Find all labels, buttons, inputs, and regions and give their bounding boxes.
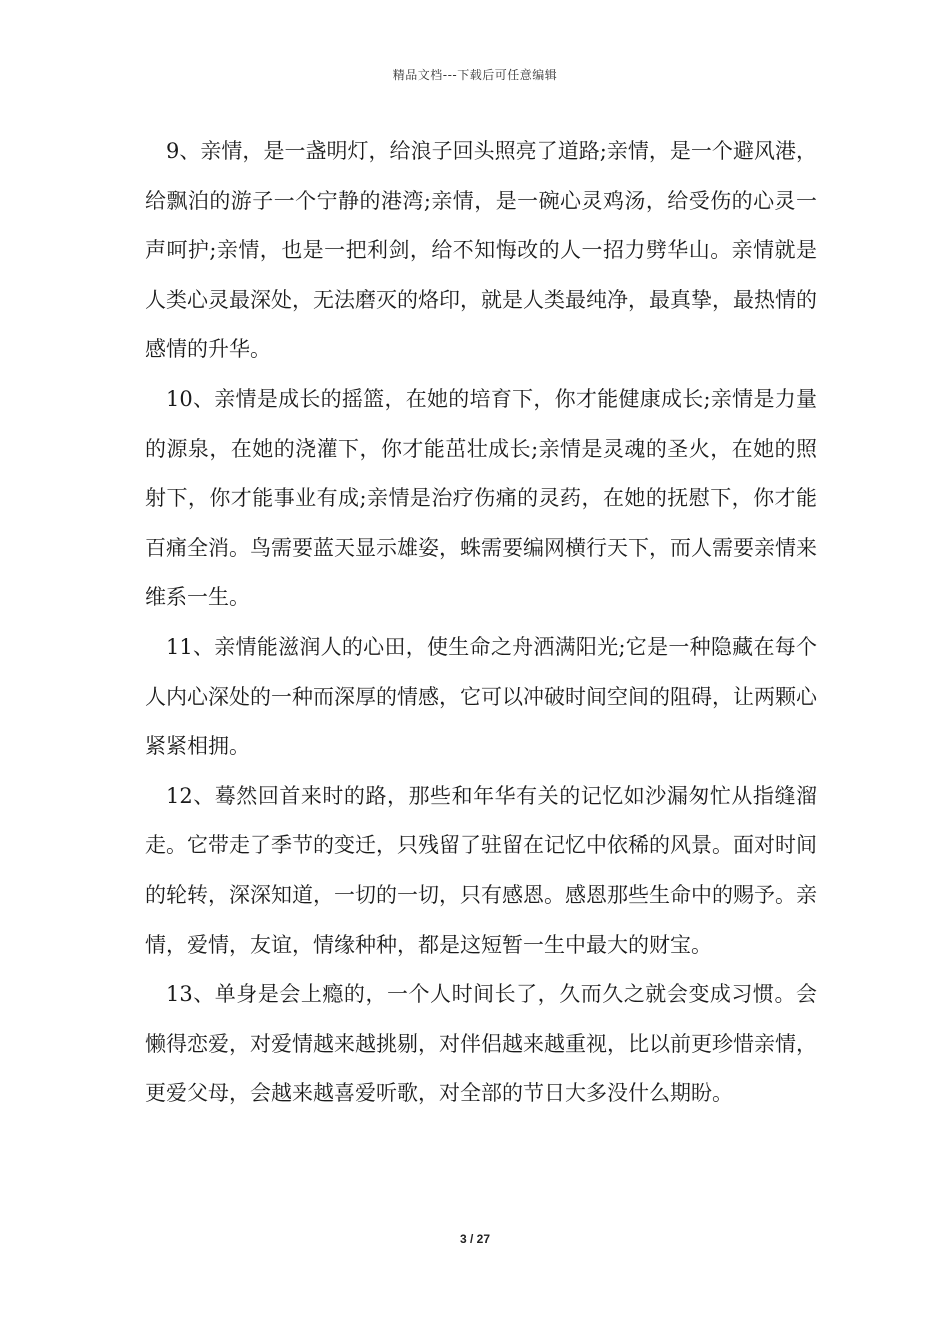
paragraph-13: 13、单身是会上瘾的，一个人时间长了，久而久之就会变成习惯。会懒得恋爱，对爱情越来越挑剔，对伴侣越来越重视，比以前更珍惜亲情，更爱父母，会越来越喜爱听歌，对全部的节日大多没什么期盼。 <box>145 982 817 1106</box>
paragraph-9: 9、亲情，是一盏明灯，给浪子回头照亮了道路;亲情，是一个避风港，给飘泊的游子一个宁静的港湾;亲情，是一碗心灵鸡汤，给受伤的心灵一声呵护;亲情，也是一把利剑，给不知悔改的人一招力劈华山。亲情就是人类心灵最深处，无法磨灭的烙印，就是人类最纯净，最真挚，最热情的感情的升华。 <box>145 139 817 362</box>
paragraph-10: 10、亲情是成长的摇篮，在她的培育下，你才能健康成长;亲情是力量的源泉，在她的浇灌下，你才能茁壮成长;亲情是灵魂的圣火，在她的照射下，你才能事业有成;亲情是治疗伤痛的灵药，在她的抚慰下，你才能百痛全消。鸟需要蓝天显示雄姿，蛛需要编网横行天下，而人需要亲情来维系一生。 <box>145 386 817 610</box>
paragraph-12: 12、蓦然回首来时的路，那些和年华有关的记忆如沙漏匆忙从指缝溜走。它带走了季节的变迁，只残留了驻留在记忆中依稀的风景。面对时间的轮转，深深知道，一切的一切，只有感恩。感恩那些生命中的赐予。亲情，爱情，友谊，情缘种种，都是这短暂一生中最大的财宝。 <box>145 783 817 957</box>
paragraph-11: 11、亲情能滋润人的心田，使生命之舟洒满阳光;它是一种隐藏在每个人内心深处的一种而深厚的情感，它可以冲破时间空间的阻碍，让两颗心紧紧相拥。 <box>145 634 817 759</box>
document-body <box>145 127 817 1119</box>
page-number: 3 / 27 <box>459 1232 491 1246</box>
page-header: 精品文档---下载后可任意编辑 <box>392 68 558 82</box>
